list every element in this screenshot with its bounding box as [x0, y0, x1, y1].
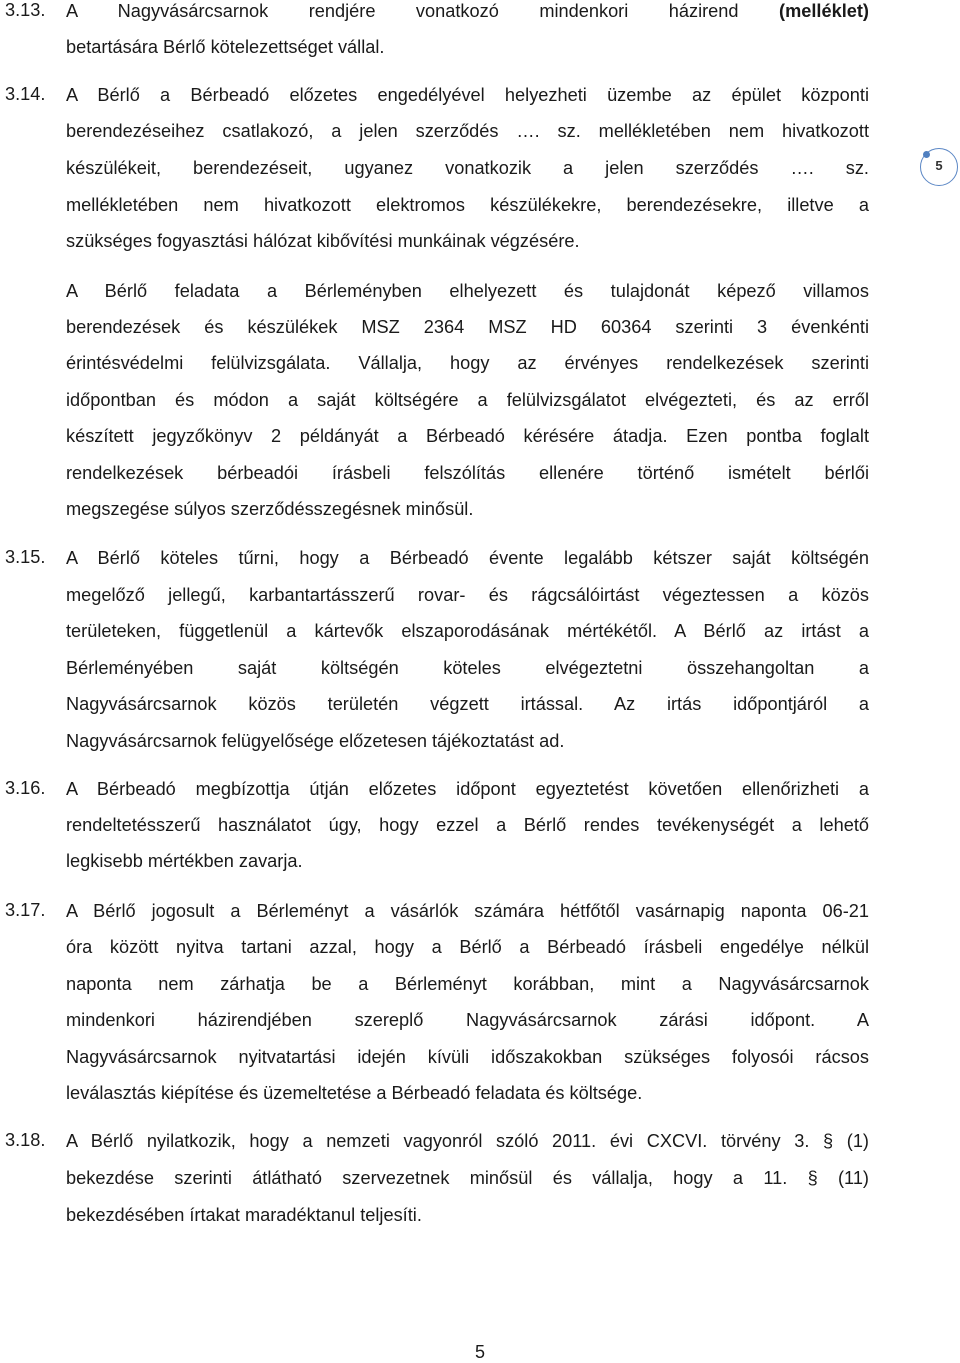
paragraph-line: A Bérlő nyilatkozik, hogy a nemzeti vagyonról szóló 2011. évi CXCVI. törvény 3. § (1) [66, 1131, 869, 1151]
page-number: 5 [474, 1342, 485, 1362]
paragraph-line: A Bérlő a Bérbeadó előzetes engedélyével helyezheti üzembe az épület központi [66, 85, 869, 105]
paragraph-line: megelőző jellegű, karbantartásszerű rovar- és rágcsálóirtást végeztessen a közös [66, 585, 869, 605]
section-number: 3.13. [5, 0, 46, 20]
section-number: 3.16. [5, 778, 46, 798]
paragraph-line: berendezéseihez csatlakozó, a jelen szerződés …. sz. mellékletében nem hivatkozott [66, 121, 869, 141]
bold-annotation: (melléklet) [779, 1, 869, 21]
section-number: 3.18. [5, 1130, 46, 1150]
paragraph-line: mellékletében nem hivatkozott elektromos készülékekre, berendezésekre, illetve a [66, 195, 869, 215]
paragraph-line: Nagyvásárcsarnok felügyelősége előzetesen tájékoztatást ad. [66, 731, 565, 751]
paragraph-line: bekezdésében írtakat maradéktanul teljesíti. [66, 1205, 422, 1225]
paragraph-line: készülékeit, berendezéseit, ugyanez vonatkozik a jelen szerződés …. sz. [66, 158, 869, 178]
section-number: 3.14. [5, 84, 46, 104]
margin-page-badge [920, 148, 958, 186]
paragraph-line: időpontban és módon a saját költségére a felülvizsgálatot elvégezteti, és az erről [66, 390, 869, 410]
badge-dot-icon [923, 151, 930, 158]
paragraph-line: A Bérlő köteles tűrni, hogy a Bérbeadó évente legalább kétszer saját költségén [66, 548, 869, 568]
paragraph-line: területeken, függetlenül a kártevők elszaporodásának mértékétől. A Bérlő az irtást a [66, 621, 869, 641]
paragraph-line: A Bérbeadó megbízottja útján előzetes időpont egyeztetést követően ellenőrizheti a [66, 779, 869, 799]
paragraph-line: érintésvédelmi felülvizsgálata. Vállalja, hogy az érvényes rendelkezések szerinti [66, 353, 869, 373]
paragraph-line: rendelkezések bérbeadói írásbeli felszólítás ellenére történő ismételt bérlői [66, 463, 869, 483]
section-number: 3.17. [5, 900, 46, 920]
paragraph-line: legkisebb mértékben zavarja. [66, 851, 303, 871]
paragraph-line: óra között nyitva tartani azzal, hogy a Bérlő a Bérbeadó írásbeli engedélye nélkül [66, 937, 869, 957]
paragraph-line: Nagyvásárcsarnok nyitvatartási idején kívüli időszakokban szükséges folyosói rácsos [66, 1047, 869, 1067]
paragraph-line: A Bérlő feladata a Bérleményben elhelyezett és tulajdonát képező villamos [66, 281, 869, 301]
paragraph-line: rendeltetésszerű használatot úgy, hogy ezzel a Bérlő rendes tevékenységét a lehető [66, 815, 869, 835]
paragraph-line: szükséges fogyasztási hálózat kibővítési munkáinak végzésére. [66, 231, 580, 251]
paragraph-line: Nagyvásárcsarnok közös területén végzett irtással. Az irtás időpontjáról a [66, 694, 869, 714]
paragraph-line: betartására Bérlő kötelezettséget vállal. [66, 37, 385, 57]
section-number: 3.15. [5, 547, 46, 567]
paragraph-line: megszegése súlyos szerződésszegésnek minősül. [66, 499, 474, 519]
paragraph-line: mindenkori házirendjében szereplő Nagyvásárcsarnok zárási időpont. A [66, 1010, 869, 1030]
paragraph-line: naponta nem zárhatja be a Bérleményt korábban, mint a Nagyvásárcsarnok [66, 974, 869, 994]
paragraph-line: berendezések és készülékek MSZ 2364 MSZ HD 60364 szerinti 3 évenkénti [66, 317, 869, 337]
paragraph-line: Bérleményében saját költségén köteles elvégeztetni összehangoltan a [66, 658, 869, 678]
paragraph-line: leválasztás kiépítése és üzemeltetése a Bérbeadó feladata és költsége. [66, 1083, 643, 1103]
margin-badge-number: 5 [935, 158, 943, 173]
paragraph-line: A Bérlő jogosult a Bérleményt a vásárlók számára hétfőtől vasárnapig naponta 06-21 [66, 901, 869, 921]
paragraph-line: A Nagyvásárcsarnok rendjére vonatkozó mindenkori házirend (melléklet) [66, 1, 869, 21]
paragraph-line: készített jegyzőkönyv 2 példányát a Bérbeadó kérésére átadja. Ezen pontba foglalt [66, 426, 869, 446]
paragraph-line: bekezdése szerinti átlátható szervezetnek minősül és vállalja, hogy a 11. § (11) [66, 1168, 869, 1188]
